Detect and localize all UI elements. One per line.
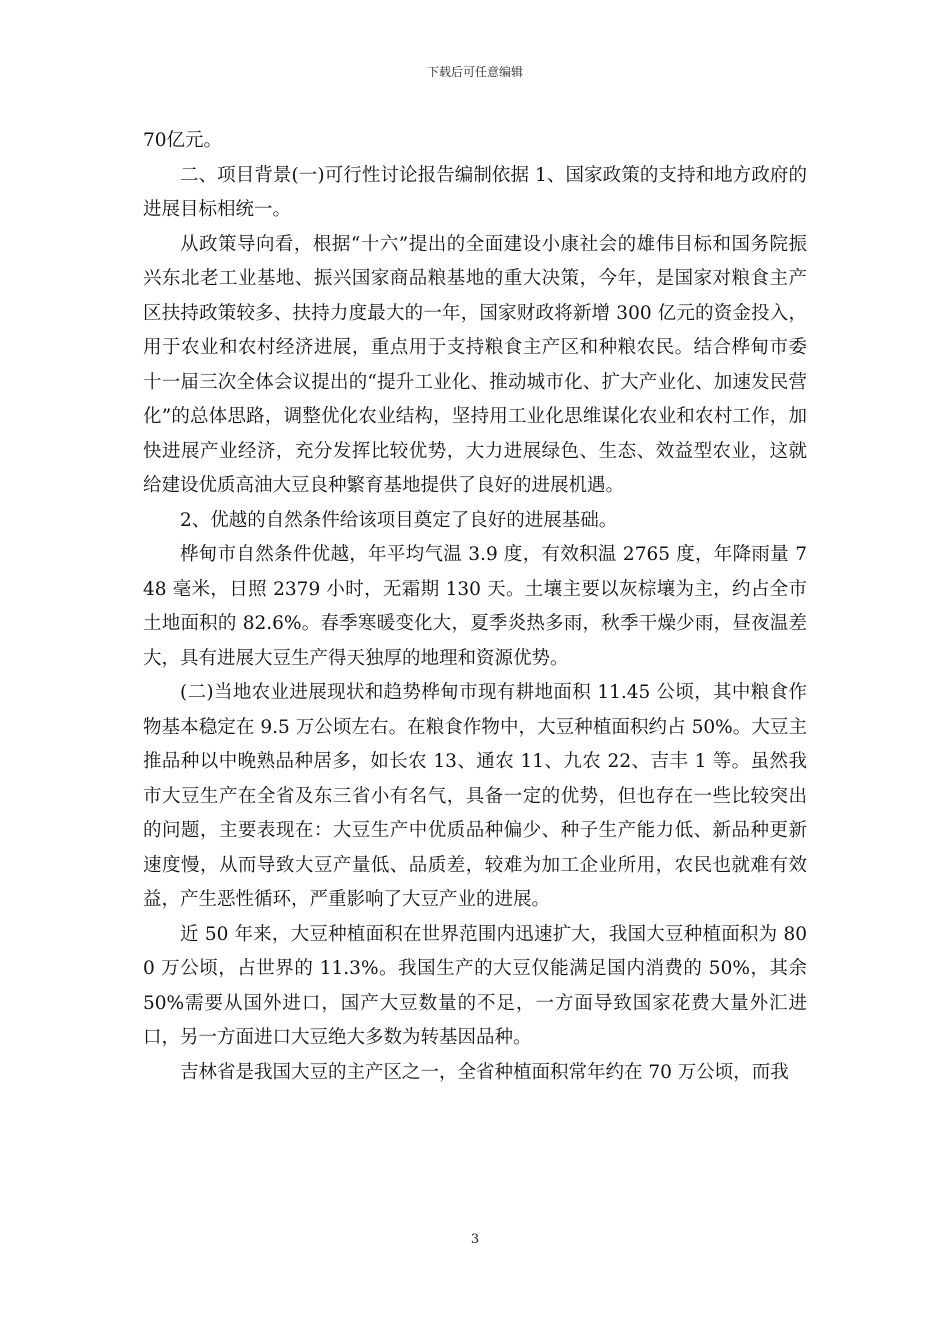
document-body	[143, 124, 807, 1090]
paragraph: 近 50 年来，大豆种植面积在世界范围内迅速扩大，我国大豆种植面积为 800 万公顷，占世界的 11.3%。我国生产的大豆仅能满足国内消费的 50%，其余 50%需要从国外进口，国产大豆数量的不足，一方面导致国家花费大量外汇进口，另一方面进口大豆绝大多数为转基因品种。	[143, 923, 807, 1048]
page-header: 下载后可任意编辑	[426, 65, 523, 79]
paragraph: (二)当地农业进展现状和趋势桦甸市现有耕地面积 11.45 公顷，其中粮食作物基本稳定在 9.5 万公顷左右。在粮食作物中，大豆种植面积约占 50%。大豆主推品种以中晚熟品种居多，如长农 13、通农 11、九农 22、吉丰 1 等。虽然我市大豆生产在全省及东三省小有名气，具备一定的优势，但也存在一些比较突出的问题，主要表现在：大豆生产中优质品种偏少、种子生产能力低、新品种更新速度慢，从而导致大豆产量低、品质差，较难为加工企业所用，农民也就难有效益，产生恶性循环，严重影响了大豆产业的进展。	[143, 682, 807, 910]
paragraph: 2、优越的自然条件给该项目奠定了良好的进展基础。	[180, 509, 618, 531]
paragraph: 吉林省是我国大豆的主产区之一，全省种植面积常年约在 70 万公顷，而我	[180, 1061, 789, 1083]
paragraph: 二、项目背景(一)可行性讨论报告编制依据 1、国家政策的支持和地方政府的进展目标相统一。	[143, 164, 807, 220]
page-number: 3	[470, 1232, 480, 1247]
paragraph: 桦甸市自然条件优越，年平均气温 3.9 度，有效积温 2765 度，年降雨量 748 毫米，日照 2379 小时，无霜期 130 天。土壤主要以灰棕壤为主，约占全市土地面积的 82.6%。春季寒暖变化大，夏季炎热多雨，秋季干燥少雨，昼夜温差大，具有进展大豆生产得天独厚的地理和资源优势。	[143, 544, 807, 669]
paragraph: 70亿元。	[143, 130, 223, 151]
paragraph: 从政策导向看，根据“十六”提出的全面建设小康社会的雄伟目标和国务院振兴东北老工业基地、振兴国家商品粮基地的重大决策，今年，是国家对粮食主产区扶持政策较多、扶持力度最大的一年，国家财政将新增 300 亿元的资金投入，用于农业和农村经济进展，重点用于支持粮食主产区和种粮农民。结合桦甸市委十一届三次全体会议提出的“提升工业化、推动城市化、扩大产业化、加速发民营化”的总体思路，调整优化农业结构，坚持用工业化思维谋化农业和农村工作，加快进展产业经济，充分发挥比较优势，大力进展绿色、生态、效益型农业，这就给建设优质高油大豆良种繁育基地提供了良好的进展机遇。	[143, 233, 807, 496]
